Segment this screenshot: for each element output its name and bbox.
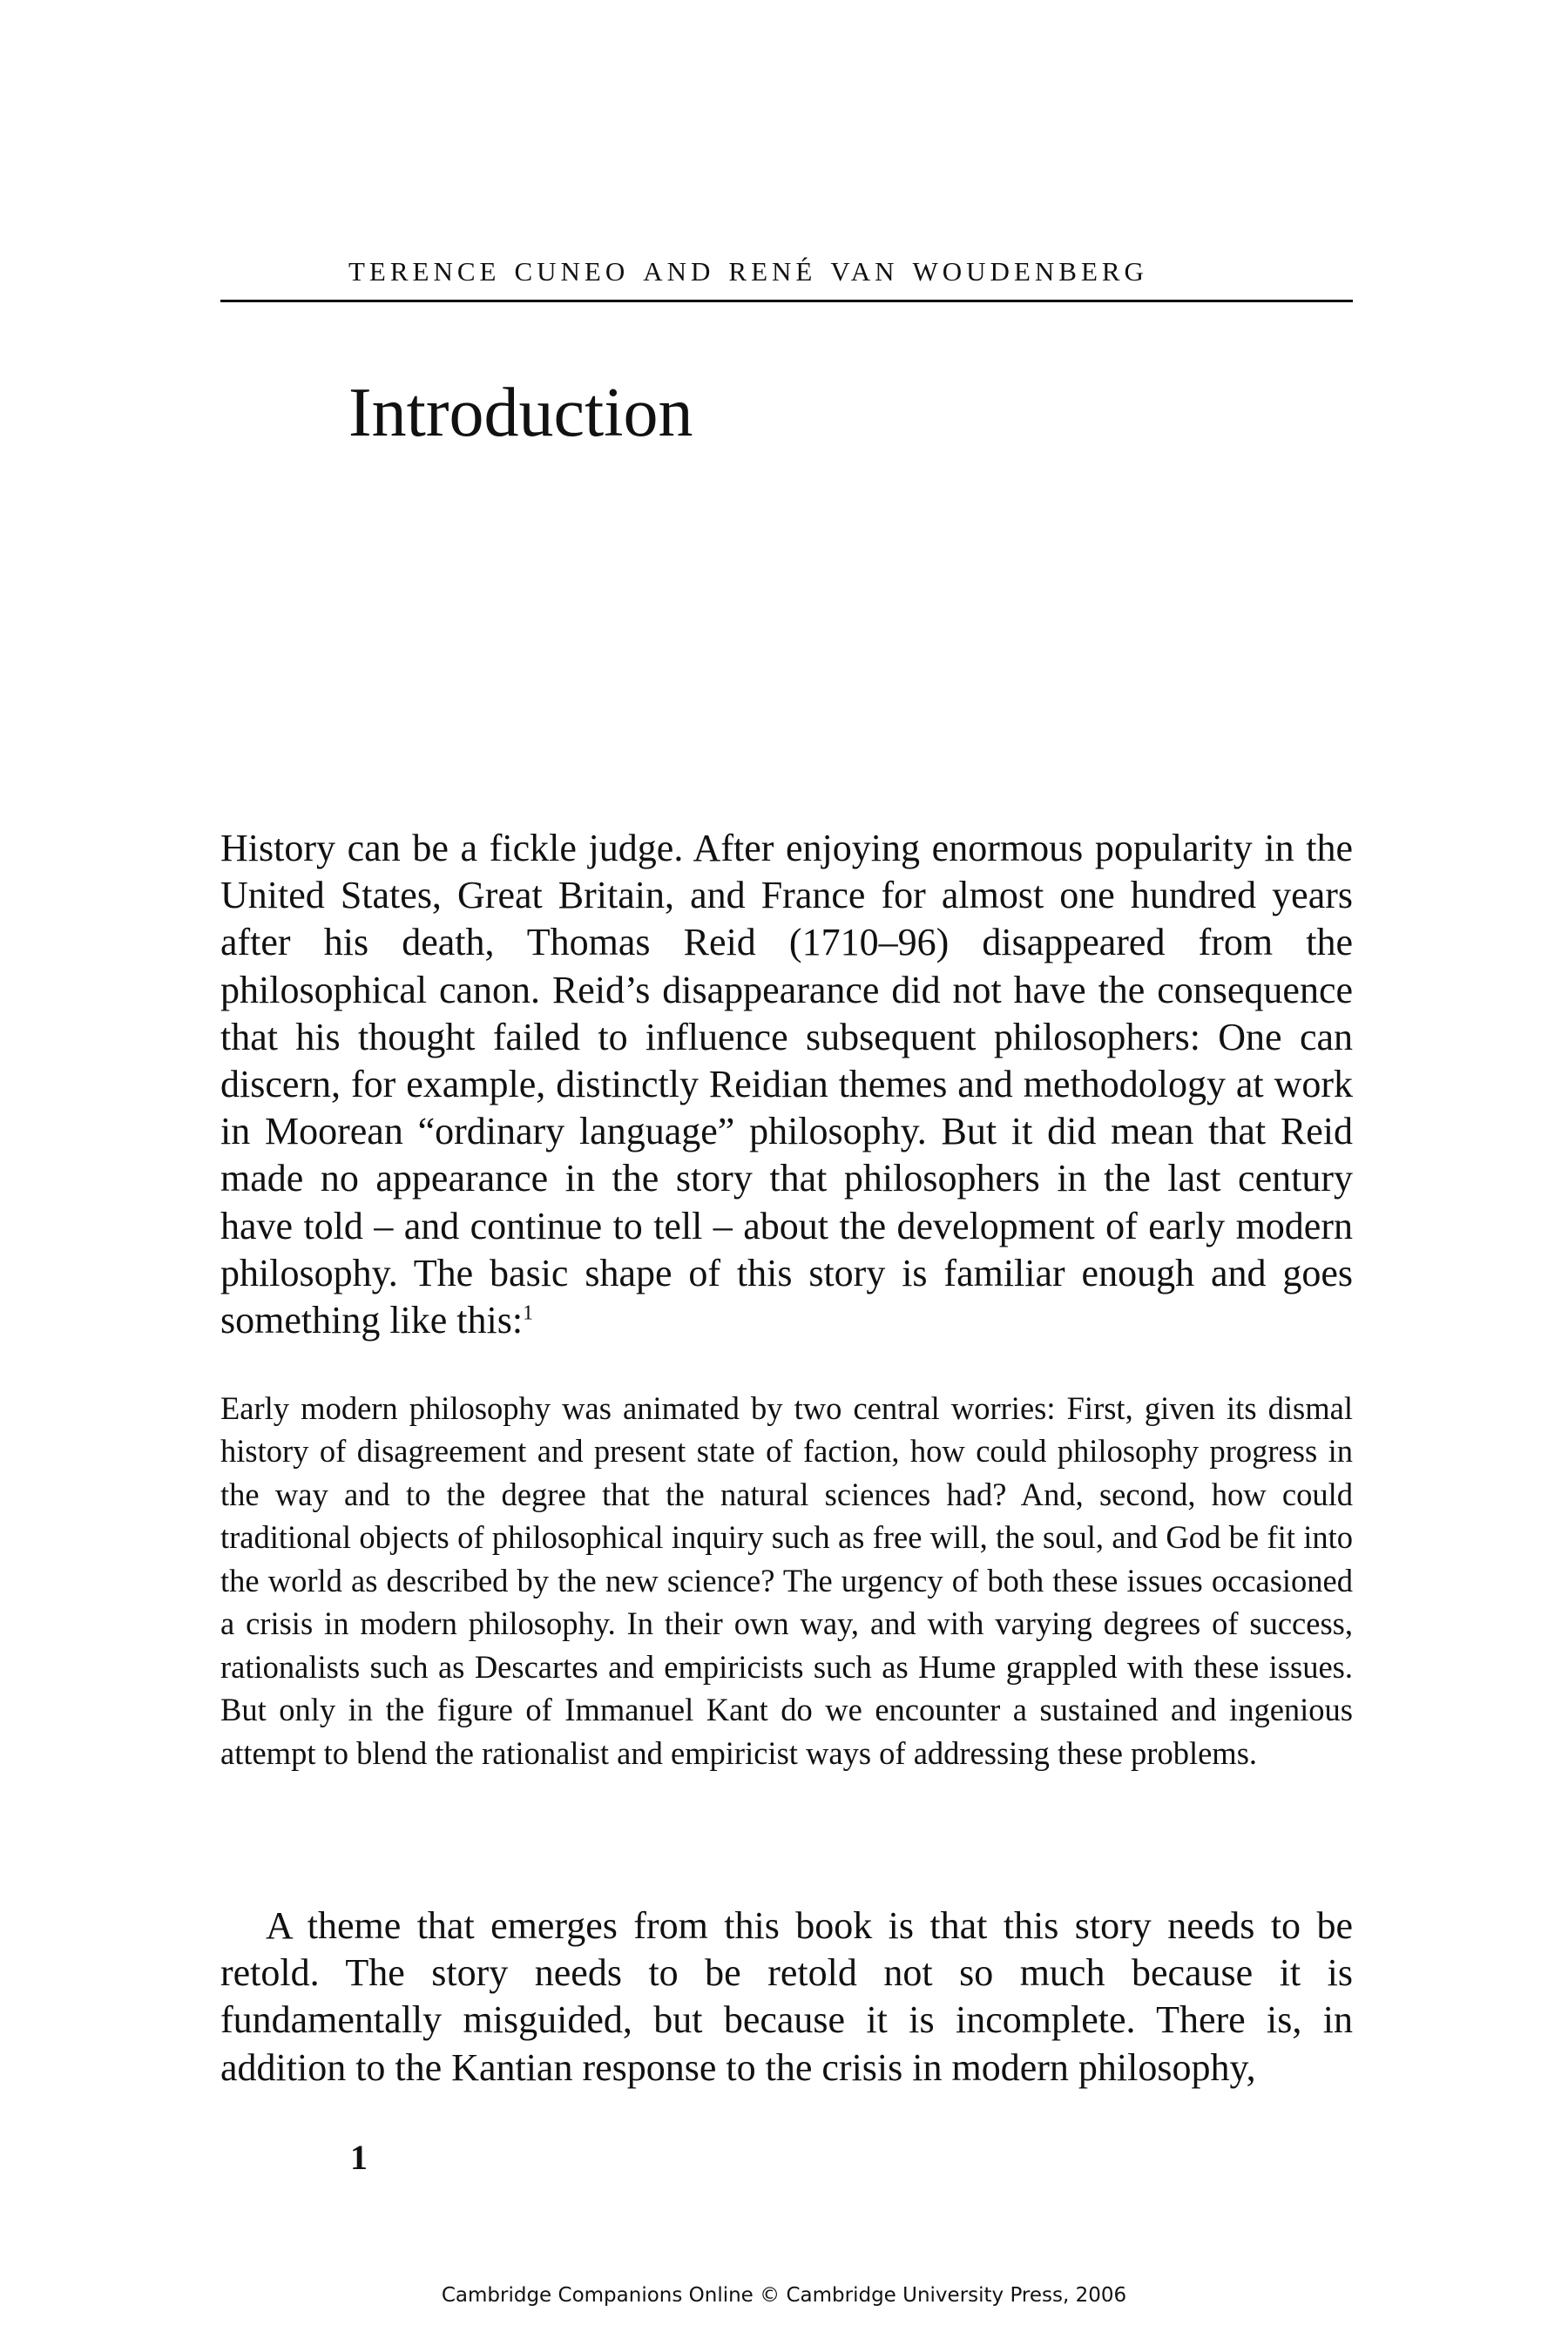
copyright-footer: Cambridge Companions Online © Cambridge University Press, 2006: [441, 2284, 1127, 2307]
opening-paragraph: [220, 825, 1353, 1344]
running-head-authors: terence cuneo and rené van woudenberg: [348, 247, 1148, 289]
opening-paragraph-text: History can be a fickle judge. After enjoying enormous popularity in the United States, Great Britain, and France for almost one hundred years after his death, Thomas Reid (1710–96) disappeared from the philosophical canon. Reid’s disappearance did not have the consequence that his thought failed to influence subsequent philosophers: One can discern, for example, distinctly Reidian themes and methodology at work in Moorean “ordinary language” philosophy. But it did mean that Reid made no appearance in the story that philosophers in the last century have told – and continue to tell – about the development of early modern philosophy. The basic shape of this story is familiar enough and goes something like this:: [220, 827, 1353, 1342]
header-rule: [220, 300, 1353, 302]
footnote-marker[interactable]: 1: [523, 1301, 534, 1325]
second-paragraph: A theme that emerges from this book is that this story needs to be retold. The story needs to be retold not so much because it is fundamentally misguided, but because it is incomplete. There is, in addition to the Kantian response to the crisis in modern philosophy,: [220, 1904, 1353, 2089]
page-number: 1: [350, 2138, 368, 2177]
chapter-title: Introduction: [348, 374, 693, 451]
block-quote: Early modern philosophy was animated by two central worries: First, given its dismal history of disagreement and present state of faction, how could philosophy progress in the way and to the degree that the natural sciences had? And, second, how could traditional objects of philosophical inquiry such as free will, the soul, and God be fit into the world as described by the new science? The urgency of both these issues occasioned a crisis in modern philosophy. In their own way, and with varying degrees of success, rationalists such as Descartes and empiricists such as Hume grappled with these issues. But only in the figure of Immanuel Kant do we encounter a sustained and ingenious attempt to blend the rationalist and empiricist ways of addressing these problems.: [220, 1389, 1353, 1771]
